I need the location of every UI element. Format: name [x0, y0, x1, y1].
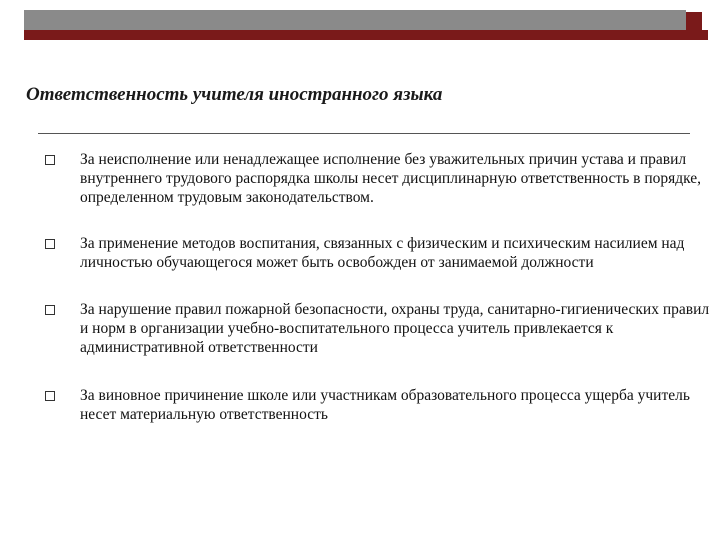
- bullet-text: За нарушение правил пожарной безопасности, охраны труда, санитарно-гигиенических правил и норм в организации учебно-воспитательного процесса учитель привлекается к административной ответственности: [80, 301, 710, 356]
- title-divider: [38, 133, 690, 134]
- bullet-item: [40, 386, 710, 424]
- square-bullet-icon: [45, 239, 55, 249]
- bullet-item: [40, 234, 710, 272]
- header-bar-gray: [24, 10, 686, 30]
- bullet-text: За неисполнение или ненадлежащее исполнение без уважительных причин устава и правил внутреннего трудового распорядка школы несет дисциплинарную ответственность в порядке, определенном трудовым законодательством.: [80, 151, 702, 206]
- header-bar-red: [24, 30, 708, 40]
- bullet-text: За виновное причинение школе или участникам образовательного процесса ущерба учитель несет материальную ответственность: [80, 387, 690, 423]
- square-bullet-icon: [45, 155, 55, 165]
- bullet-item: [40, 150, 710, 207]
- bullet-item: [40, 300, 710, 357]
- bullet-text: За применение методов воспитания, связанных с физическим и психическим насилием над личностью обучающегося может быть освобожден от занимаемой должности: [80, 235, 685, 271]
- slide-title: Ответственность учителя иностранного языка: [26, 84, 443, 105]
- square-bullet-icon: [45, 391, 55, 401]
- square-bullet-icon: [45, 305, 55, 315]
- bullet-list: [40, 150, 710, 424]
- header-corner-square: [686, 12, 702, 30]
